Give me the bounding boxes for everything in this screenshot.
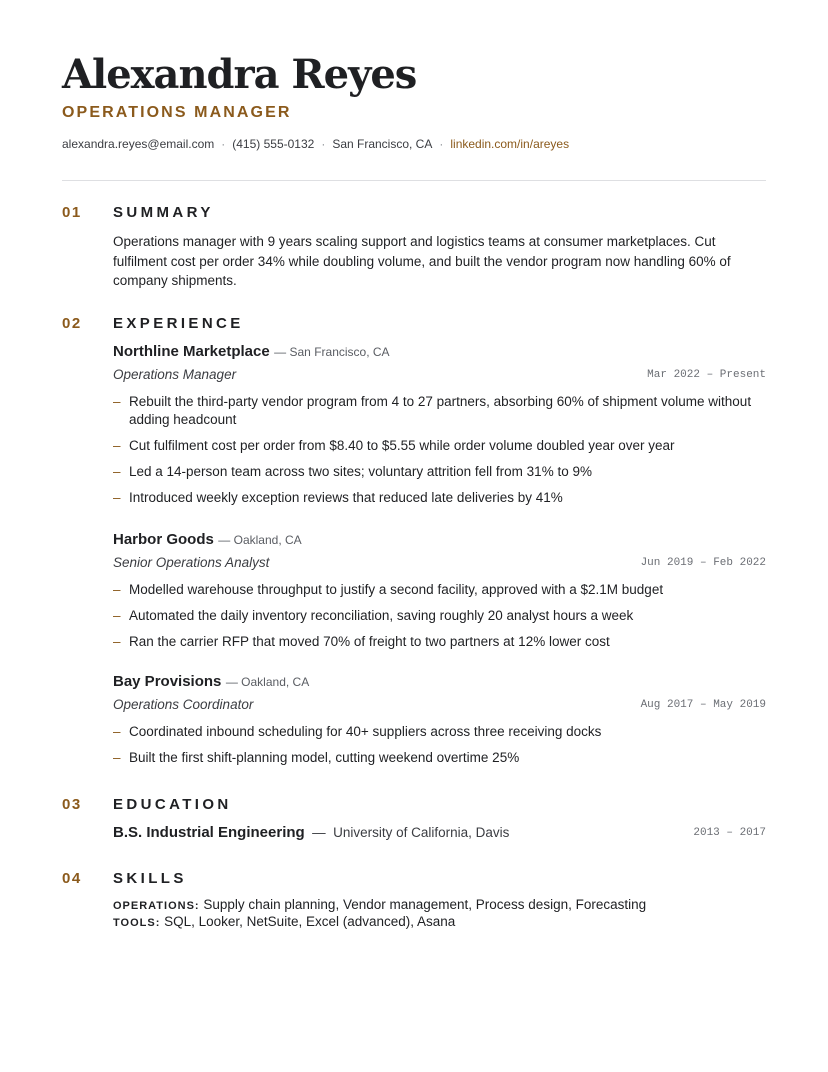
- contact-location: San Francisco, CA: [332, 137, 433, 151]
- job-entry: [113, 342, 766, 507]
- education-separator: —: [312, 825, 326, 840]
- bullet-item: – Automated the daily inventory reconciliation, saving roughly 20 analyst hours a week: [113, 608, 634, 623]
- bullet-dash: –: [113, 490, 121, 505]
- job-company: Harbor Goods: [113, 531, 214, 548]
- section-number: 04: [62, 870, 82, 887]
- job-entry: [113, 530, 766, 651]
- job-dates: Mar 2022 – Present: [647, 369, 766, 381]
- education-dates: 2013 – 2017: [693, 827, 766, 839]
- bullet-item: – Introduced weekly exception reviews that reduced late deliveries by 41%: [113, 490, 563, 505]
- skill-row: [113, 897, 766, 914]
- section-title: EDUCATION: [113, 796, 232, 813]
- section-number: 02: [62, 315, 82, 332]
- job-entry: [113, 672, 766, 767]
- education-degree: B.S. Industrial Engineering: [113, 824, 305, 841]
- contact-separator: ·: [321, 137, 326, 151]
- bullet-item: – Rebuilt the third-party vendor program from 4 to 27 partners, absorbing 60% of shipment volume without adding headcount: [113, 394, 752, 427]
- section-number: 03: [62, 796, 82, 813]
- job-title: Senior Operations Analyst: [113, 555, 270, 570]
- candidate-name: Alexandra Reyes: [62, 51, 417, 98]
- bullet-dash: –: [113, 582, 121, 597]
- skill-value: SQL, Looker, NetSuite, Excel (advanced), Asana: [164, 914, 456, 929]
- bullet-dash: –: [113, 634, 121, 649]
- contact-separator: ·: [221, 137, 226, 151]
- bullet-dash: –: [113, 750, 121, 765]
- bullet-item: – Built the first shift-planning model, cutting weekend overtime 25%: [113, 750, 520, 765]
- bullet-dash: –: [113, 464, 121, 479]
- job-title: Operations Manager: [113, 367, 237, 382]
- education-entry: [113, 823, 766, 843]
- job-company: Northline Marketplace: [113, 343, 270, 360]
- bullet-item: – Coordinated inbound scheduling for 40+ suppliers across three receiving docks: [113, 724, 602, 739]
- candidate-role: OPERATIONS MANAGER: [62, 104, 292, 121]
- job-company: Bay Provisions: [113, 673, 222, 690]
- skill-value: Supply chain planning, Vendor management, Process design, Forecasting: [203, 897, 647, 912]
- bullet-item: – Ran the carrier RFP that moved 70% of freight to two partners at 12% lower cost: [113, 634, 610, 649]
- section-title: SKILLS: [113, 870, 187, 887]
- skill-label: OPERATIONS:: [113, 900, 200, 912]
- job-bullets: [113, 723, 766, 767]
- bullet-dash: –: [113, 724, 121, 739]
- contact-line: [62, 136, 569, 152]
- job-location: — Oakland, CA: [218, 533, 302, 547]
- linkedin-link[interactable]: linkedin.com/in/areyes: [450, 137, 570, 151]
- skill-label: TOOLS:: [113, 917, 161, 929]
- bullet-dash: –: [113, 438, 121, 453]
- bullet-item: – Modelled warehouse throughput to justify a second facility, approved with a $2.1M budget: [113, 582, 664, 597]
- summary-text: Operations manager with 9 years scaling support and logistics teams at consumer marketplaces. Cut fulfilment cost per order 34% while doubling volume, and built the vendor program now handling 60% of company shipments.: [113, 234, 731, 288]
- bullet-dash: –: [113, 394, 121, 409]
- job-bullets: [113, 393, 766, 507]
- skill-row: [113, 914, 766, 931]
- job-location: — San Francisco, CA: [274, 345, 390, 359]
- header-divider: [62, 180, 766, 181]
- contact-email[interactable]: alexandra.reyes@email.com: [62, 137, 215, 151]
- job-dates: Jun 2019 – Feb 2022: [640, 557, 766, 569]
- bullet-dash: –: [113, 608, 121, 623]
- education-school: University of California, Davis: [333, 825, 510, 840]
- job-location: — Oakland, CA: [225, 675, 310, 689]
- section-number: 01: [62, 204, 82, 221]
- bullet-item: – Led a 14-person team across two sites; voluntary attrition fell from 31% to 9%: [113, 464, 592, 479]
- contact-separator: ·: [439, 137, 444, 151]
- section-title: SUMMARY: [113, 204, 214, 221]
- contact-phone: (415) 555-0132: [232, 137, 315, 151]
- job-bullets: [113, 581, 766, 651]
- bullet-item: – Cut fulfilment cost per order from $8.40 to $5.55 while order volume doubled year over year: [113, 438, 675, 453]
- section-title: EXPERIENCE: [113, 315, 244, 332]
- job-dates: Aug 2017 – May 2019: [640, 699, 766, 711]
- job-title: Operations Coordinator: [113, 697, 254, 712]
